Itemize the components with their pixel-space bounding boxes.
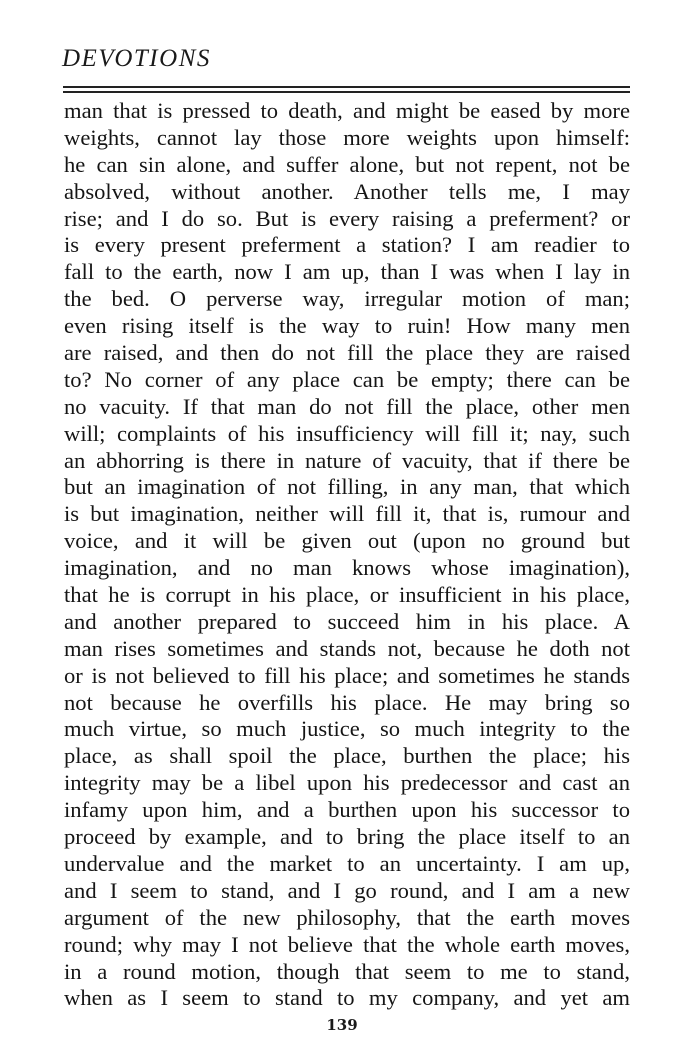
text-line: and I seem to stand, and I go round, and I am a new: [64, 877, 630, 903]
text-line: in a round motion, though that seem to me to stand,: [64, 958, 630, 984]
text-line: will; complaints of his insufficiency will fill it; nay, such: [64, 420, 630, 446]
text-line: even rising itself is the way to ruin! How many men: [64, 313, 630, 339]
text-line: round; why may I not believe that the whole earth moves,: [64, 931, 630, 957]
text-line: when as I seem to stand to my company, and yet am: [64, 985, 630, 1011]
text-line: fall to the earth, now I am up, than I was when I lay in: [64, 259, 630, 285]
page-number: 139: [326, 1016, 358, 1035]
header-rule-upper: [63, 86, 630, 88]
text-line: no vacuity. If that man do not fill the place, other men: [64, 393, 630, 419]
text-line: but an imagination of not filling, in any man, that which: [64, 474, 630, 500]
text-line: undervalue and the market to an uncertainty. I am up,: [64, 850, 630, 876]
text-line: voice, and it will be given out (upon no ground but: [64, 528, 630, 554]
text-line: not because he overfills his place. He may bring so: [64, 689, 630, 715]
text-line: integrity may be a libel upon his predecessor and cast an: [64, 770, 630, 796]
text-line: argument of the new philosophy, that the earth moves: [64, 904, 630, 930]
text-line: that he is corrupt in his place, or insufficient in his place,: [64, 582, 630, 608]
text-line: proceed by example, and to bring the place itself to an: [64, 824, 630, 850]
text-line: or is not believed to fill his place; and sometimes he stands: [64, 662, 630, 688]
text-line: and another prepared to succeed him in his place. A: [64, 608, 630, 634]
text-line: he can sin alone, and suffer alone, but not repent, not be: [64, 151, 630, 177]
text-line: infamy upon him, and a burthen upon his successor to: [64, 797, 630, 823]
running-head: DEVOTIONS: [62, 45, 211, 72]
text-line: weights, cannot lay those more weights upon himself:: [64, 124, 630, 150]
header-rule-lower: [63, 91, 630, 93]
text-line: is every present preferment a station? I am readier to: [64, 232, 630, 258]
text-line: an abhorring is there in nature of vacuity, that if there be: [64, 447, 630, 473]
text-line: absolved, without another. Another tells me, I may: [64, 178, 630, 204]
text-line: much virtue, so much justice, so much integrity to the: [64, 716, 630, 742]
text-line: are raised, and then do not fill the place they are raised: [64, 340, 630, 366]
text-line: man that is pressed to death, and might be eased by more: [64, 98, 630, 123]
text-line: to? No corner of any place can be empty; there can be: [64, 366, 630, 392]
text-line: man rises sometimes and stands not, because he doth not: [64, 635, 630, 661]
text-line: the bed. O perverse way, irregular motion of man;: [64, 286, 630, 312]
text-line: place, as shall spoil the place, burthen the place; his: [64, 743, 630, 769]
text-line: is but imagination, neither will fill it, that is, rumour and: [64, 501, 630, 527]
body-text: [64, 98, 630, 1012]
text-line: imagination, and no man knows whose imagination),: [64, 555, 630, 581]
text-line: rise; and I do so. But is every raising a preferment? or: [64, 205, 630, 231]
